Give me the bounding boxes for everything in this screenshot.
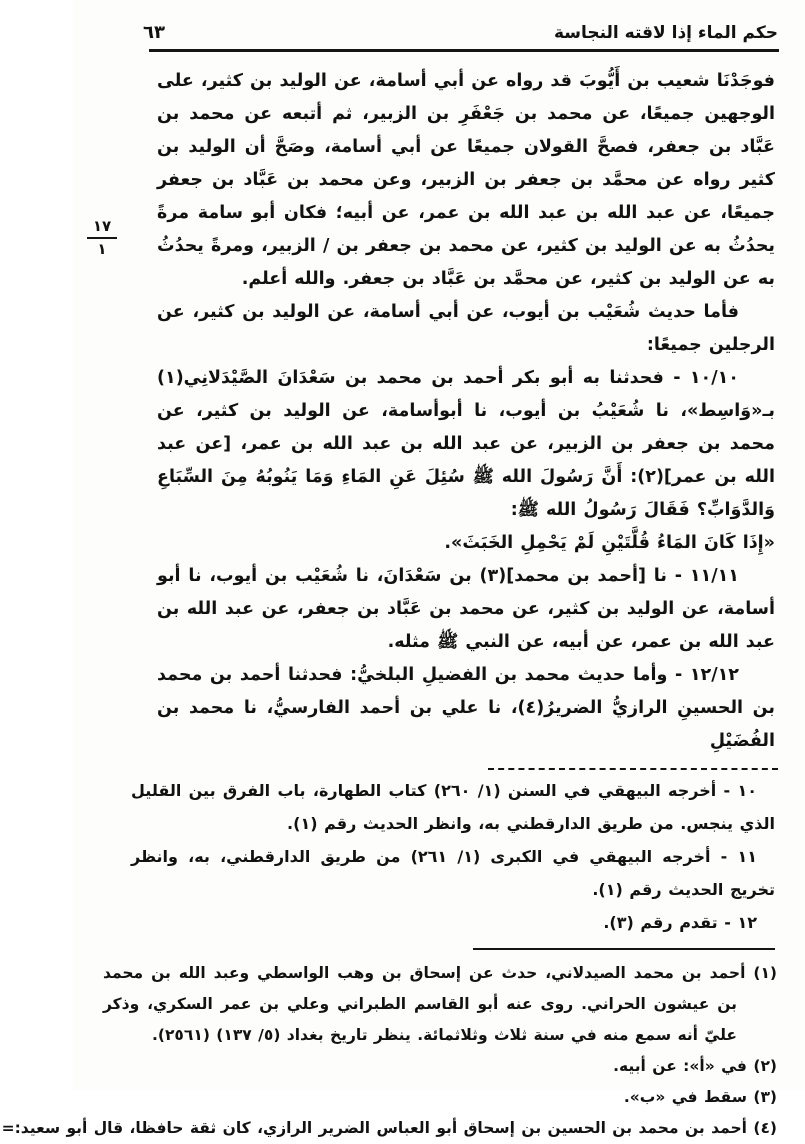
- main-text-block: [157, 65, 775, 758]
- takhrij-notes-block: [131, 774, 775, 939]
- footnote-1: (١) أحمد بن محمد الصيدلاني، حدث عن إسحاق بن وهب الواسطي وعبد الله بن محمد بن عيشون الحراني. روى عنه أبو القاسم الطبراني وعلي بن عمر السكري، وذكر عليّ أنه سمع منه في سنة ثلاث وثلاثمائة. ينظر تاريخ بغداد (٥/ ١٣٧) (٢٥٦١).: [103, 964, 777, 1044]
- takhrij-note-11: ١١ - أخرجه البيهقي في الكبرى (١/ ٢٦١) من طريق الدارقطني، به، وانظر تخريج الحديث رقم (١).: [131, 847, 775, 899]
- book-page: [1, 0, 805, 1137]
- paragraph-isnad-discussion: فوجَدْنَا شعيب بن أَيُّوبَ قد رواه عن أبي أسامة، عن الوليد بن كثير، على الوجهين جميعًا، عن محمد بن جَعْفَرِ بن الزبير، ثم أتبعه عن محمد بن عَبَّاد بن جعفر، فصحَّ القولان جميعًا عن أبي أسامة، وصَحَّ أن الوليد بن كثير رواه عن محمَّد بن جعفر بن الزبير، وعن محمد بن عَبَّاد بن جعفر جميعًا، عن عبد الله بن عبد الله بن عمر، عن أبيه؛ فكان أبو سامة مرةً يحدُثُ به عن الوليد بن كثير، عن محمد بن جعفر بن / الزبير، ومرةً يحدُثُ به عن الوليد بن كثير، عن محمَّد بن عَبَّاد بن جعفر. والله أعلم.: [157, 71, 775, 289]
- folio-denominator: ١: [97, 240, 107, 258]
- folio-fraction-note: [81, 216, 123, 260]
- paragraph-hadith-10: ١٠/١٠ - فحدثنا به أبو بكر أحمد بن محمد بن سَعْدَانَ الصَّيْدَلانِي(١) بـ«وَاسِط»، نا شُعَيْبُ بن أيوب، نا أبوأسامة، عن الوليد بن كثير، عن محمد بن جعفر بن الزبير، عن عبد الله بن عبد الله بن عمر، [عن عبد الله بن عمر](٢): أَنَّ رَسُولَ الله ﷺ سُئِلَ عَنِ المَاءِ وَمَا يَنُوبُهُ مِنَ السِّبَاعِ وَالدَّوَابِّ؟ فَقَالَ رَسُولُ الله ﷺ:: [157, 368, 775, 520]
- page-number: ٦٣: [143, 22, 165, 43]
- continuation-mark: =: [1, 1119, 15, 1137]
- takhrij-note-12: ١٢ - تقدم رقم (٣).: [603, 913, 757, 932]
- header-rule: [149, 49, 779, 52]
- footnotes-block: [1, 958, 777, 1144]
- footnote-2: (٢) في «أ»: عن أبيه.: [613, 1057, 777, 1075]
- running-title: حكم الماء إذا لاقته النجاسة: [553, 23, 778, 43]
- paragraph-shuayb-intro: فأما حديث شُعَيْب بن أيوب، عن أبي أسامة، عن الوليد بن كثير، عن الرجلين جميعًا:: [157, 302, 775, 355]
- footnote-4: [1, 1113, 777, 1144]
- folio-numerator: ١٧: [87, 216, 117, 239]
- footnote-4-text: (٤) أحمد بن محمد بن الحسين بن إسحاق أبو العباس الضرير الرازي، كان ثقة حافظا، قال أبو سعيد:: [14, 1119, 777, 1137]
- paragraph-hadith-11: ١١/١١ - نا [أحمد بن محمد](٣) بن سَعْدَانَ، نا شُعَيْب بن أيوب، نا أبو أسامة، عن الوليد بن كثير، عن محمد بن عَبَّاد بن جعفر، عن عبد الله بن عبد الله بن عمر، عن أبيه، عن النبي ﷺ مثله.: [157, 566, 775, 652]
- footnote-separator-rule: [473, 948, 775, 950]
- paragraph-hadith-12: ١٢/١٢ - وأما حديث محمد بن الفضيلِ البلخيُّ: فحدثنا أحمد بن محمد بن الحسينِ الرازيُّ الضريرُ(٤)، نا علي بن أحمد الفارسيُّ، نا محمد بن الفُضَيْلِ: [157, 665, 775, 751]
- takhrij-note-10: ١٠ - أخرجه البيهقي في السنن (١/ ٢٦٠) كتاب الطهارة، باب الفرق بين القليل الذي ينجس. من طريق الدارقطني به، وانظر الحديث رقم (١).: [131, 781, 775, 833]
- hadith-quote-qullatayn: «إِذَا كَانَ المَاءُ قُلَّتَيْنِ لَمْ يَحْمِلِ الخَبَثَ».: [444, 533, 775, 553]
- takhrij-dashed-separator: [488, 768, 778, 770]
- page-header: [73, 0, 805, 43]
- footnote-3: (٣) سقط في «ب».: [623, 1088, 777, 1106]
